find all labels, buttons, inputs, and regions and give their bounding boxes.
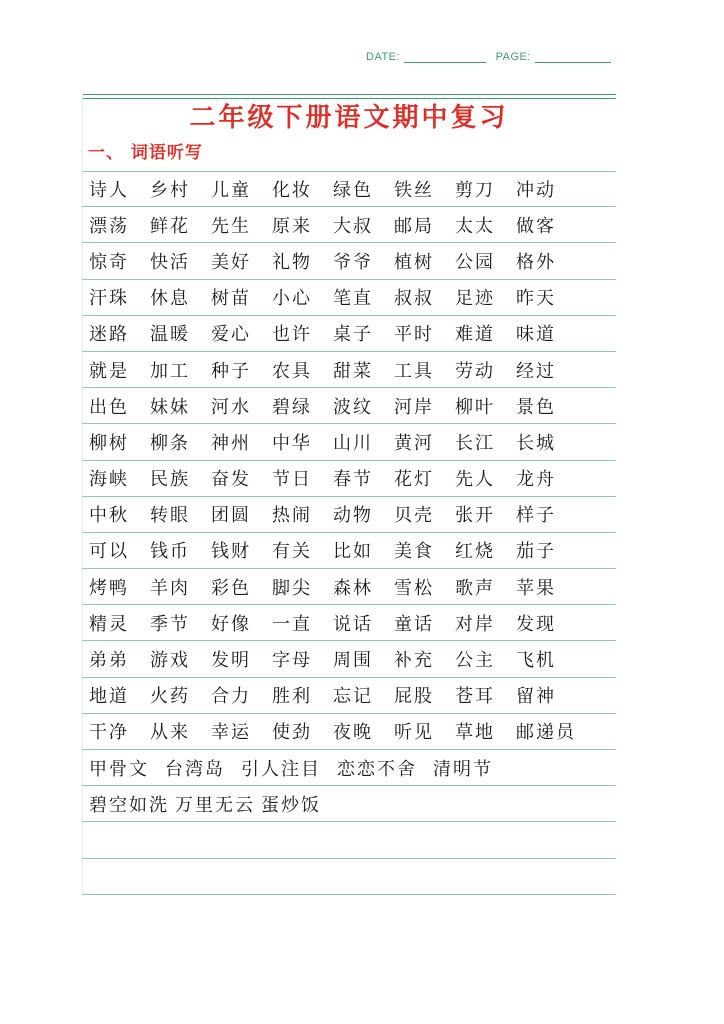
- vocab-word: 蛋炒饭: [261, 794, 321, 816]
- vocab-word: 万里无云: [175, 794, 255, 816]
- blank-row: [82, 859, 616, 895]
- vocab-word: 绿色: [333, 180, 373, 202]
- vocab-word: 留神: [516, 686, 556, 708]
- vocab-word: 植树: [394, 251, 434, 273]
- vocab-word: 羊肉: [150, 577, 190, 599]
- vocab-word: 彩色: [211, 577, 251, 599]
- vocab-word: 精灵: [89, 613, 129, 635]
- vocab-word: 夜晚: [333, 722, 373, 744]
- vocab-word: 乡村: [150, 180, 190, 202]
- vocab-word: 花灯: [394, 469, 434, 491]
- vocab-word: 钱币: [150, 541, 190, 563]
- vocab-word: 幸运: [211, 722, 251, 744]
- date-label: DATE:: [366, 51, 401, 63]
- vocab-word: 苍耳: [455, 686, 495, 708]
- vocab-word: 种子: [211, 360, 251, 382]
- vocab-word: 甲骨文: [89, 758, 149, 780]
- vocab-word: 碧空如洗: [89, 794, 169, 816]
- vocab-word: 苹果: [516, 577, 556, 599]
- vocab-word: 碧绿: [272, 396, 312, 418]
- vocab-word: 清明节: [433, 758, 493, 780]
- vocab-word: 听见: [394, 722, 434, 744]
- word-row: [82, 750, 616, 786]
- word-row: [82, 171, 616, 207]
- word-row: [82, 605, 616, 641]
- vocab-word: 河水: [211, 396, 251, 418]
- word-row: [82, 424, 616, 460]
- vocab-word: 海峡: [89, 469, 129, 491]
- vocab-word: 一直: [272, 613, 312, 635]
- vocab-word: 好像: [211, 613, 251, 635]
- vocab-word: 胜利: [272, 686, 312, 708]
- vocab-word: 足迹: [455, 288, 495, 310]
- word-row: [82, 569, 616, 605]
- vocab-word: 地道: [89, 686, 129, 708]
- vocab-word: 劳动: [455, 360, 495, 382]
- vocab-word: 笔直: [333, 288, 373, 310]
- vocab-word: 昨天: [516, 288, 556, 310]
- vocab-word: 剪刀: [455, 180, 495, 202]
- vocab-word: 长城: [516, 432, 556, 454]
- vocab-word: 叔叔: [394, 288, 434, 310]
- vocab-word: 农具: [272, 360, 312, 382]
- vocab-word: 比如: [333, 541, 373, 563]
- vocab-word: 龙舟: [516, 469, 556, 491]
- vocab-word: 对岸: [455, 613, 495, 635]
- vocab-word: 干净: [89, 722, 129, 744]
- vocab-word: 歌声: [455, 577, 495, 599]
- vocab-word: 邮递员: [516, 722, 576, 744]
- vocab-word: 森林: [333, 577, 373, 599]
- vocab-word: 节日: [272, 469, 312, 491]
- vocab-word: 休息: [150, 288, 190, 310]
- vocab-word: 平时: [394, 324, 434, 346]
- vocab-word: 先生: [211, 215, 251, 237]
- vocab-word: 邮局: [394, 215, 434, 237]
- vocab-word: 漂荡: [89, 215, 129, 237]
- word-row: [82, 714, 616, 750]
- vocab-word: 味道: [516, 324, 556, 346]
- vocab-word: 也许: [272, 324, 312, 346]
- word-rows: [82, 171, 616, 895]
- vocab-word: 黄河: [394, 432, 434, 454]
- vocab-word: 游戏: [150, 650, 190, 672]
- vocab-word: 贝壳: [394, 505, 434, 527]
- vocab-word: 样子: [516, 505, 556, 527]
- vocab-word: 难道: [455, 324, 495, 346]
- vocab-word: 妹妹: [150, 396, 190, 418]
- vocab-word: 周围: [333, 650, 373, 672]
- vocab-word: 季节: [150, 613, 190, 635]
- word-row: [82, 316, 616, 352]
- vocab-word: 民族: [150, 469, 190, 491]
- page-title: 二年级下册语文期中复习: [189, 103, 509, 133]
- vocab-word: 甜菜: [333, 360, 373, 382]
- top-rule: [82, 94, 616, 95]
- vocab-word: 发明: [211, 650, 251, 672]
- vocab-word: 中秋: [89, 505, 129, 527]
- vocab-word: 说话: [333, 613, 373, 635]
- vocab-word: 补充: [394, 650, 434, 672]
- vocab-word: 小心: [272, 288, 312, 310]
- word-row: [82, 388, 616, 424]
- vocab-word: 柳树: [89, 432, 129, 454]
- vocab-word: 爷爷: [333, 251, 373, 273]
- blank-row: [82, 822, 616, 858]
- vocab-word: 春节: [333, 469, 373, 491]
- vocab-word: 动物: [333, 505, 373, 527]
- vocab-word: 神州: [211, 432, 251, 454]
- vocab-word: 河岸: [394, 396, 434, 418]
- vocab-word: 公主: [455, 650, 495, 672]
- vocab-word: 长江: [455, 432, 495, 454]
- vocab-word: 鲜花: [150, 215, 190, 237]
- vocab-word: 屁股: [394, 686, 434, 708]
- vocab-word: 太太: [455, 215, 495, 237]
- vocab-word: 温暖: [150, 324, 190, 346]
- vocab-word: 引人注目: [241, 758, 321, 780]
- vocab-word: 景色: [516, 396, 556, 418]
- vocab-word: 中华: [272, 432, 312, 454]
- vocab-word: 迷路: [89, 324, 129, 346]
- vocab-word: 红烧: [455, 541, 495, 563]
- vocab-word: 茄子: [516, 541, 556, 563]
- vocab-word: 大叔: [333, 215, 373, 237]
- word-row: [82, 461, 616, 497]
- vocab-word: 转眼: [150, 505, 190, 527]
- vocab-word: 烤鸭: [89, 577, 129, 599]
- vocab-word: 从来: [150, 722, 190, 744]
- vocab-word: 合力: [211, 686, 251, 708]
- vocab-word: 字母: [272, 650, 312, 672]
- vocab-word: 雪松: [394, 577, 434, 599]
- vocab-word: 发现: [516, 613, 556, 635]
- vocab-word: 化妆: [272, 180, 312, 202]
- vocab-word: 恋恋不舍: [337, 758, 417, 780]
- vocab-word: 热闹: [272, 505, 312, 527]
- word-row: [82, 533, 616, 569]
- vocab-word: 火药: [150, 686, 190, 708]
- vocab-word: 美好: [211, 251, 251, 273]
- vocab-word: 儿童: [211, 180, 251, 202]
- vocab-word: 加工: [150, 360, 190, 382]
- vocab-word: 原来: [272, 215, 312, 237]
- vocab-word: 桌子: [333, 324, 373, 346]
- word-row: [82, 280, 616, 316]
- vocab-word: 汗珠: [89, 288, 129, 310]
- vocab-word: 使劲: [272, 722, 312, 744]
- word-row: [82, 786, 616, 822]
- vocab-word: 惊奇: [89, 251, 129, 273]
- word-row: [82, 497, 616, 533]
- word-row: [82, 641, 616, 677]
- vocab-word: 童话: [394, 613, 434, 635]
- vocab-word: 冲动: [516, 180, 556, 202]
- vocab-word: 波纹: [333, 396, 373, 418]
- vocab-word: 铁丝: [394, 180, 434, 202]
- vocab-word: 弟弟: [89, 650, 129, 672]
- vocab-word: 山川: [333, 432, 373, 454]
- vocab-word: 飞机: [516, 650, 556, 672]
- vocab-word: 团圆: [211, 505, 251, 527]
- vocab-word: 忘记: [333, 686, 373, 708]
- vocab-word: 柳条: [150, 432, 190, 454]
- vocab-word: 奋发: [211, 469, 251, 491]
- word-row: [82, 678, 616, 714]
- vocab-word: 可以: [89, 541, 129, 563]
- section-heading: 一、 词语听写: [88, 143, 203, 163]
- date-blank: [404, 50, 486, 63]
- word-row: [82, 207, 616, 243]
- vocab-word: 有关: [272, 541, 312, 563]
- vocab-word: 脚尖: [272, 577, 312, 599]
- page-blank: [535, 50, 611, 63]
- vocab-word: 经过: [516, 360, 556, 382]
- vocab-word: 礼物: [272, 251, 312, 273]
- vocab-word: 草地: [455, 722, 495, 744]
- vocab-word: 出色: [89, 396, 129, 418]
- worksheet: [82, 94, 616, 894]
- vocab-word: 格外: [516, 251, 556, 273]
- vocab-word: 美食: [394, 541, 434, 563]
- vocab-word: 台湾岛: [165, 758, 225, 780]
- vocab-word: 树苗: [211, 288, 251, 310]
- word-row: [82, 352, 616, 388]
- vocab-word: 做客: [516, 215, 556, 237]
- vocab-word: 张开: [455, 505, 495, 527]
- vocab-word: 工具: [394, 360, 434, 382]
- vocab-word: 诗人: [89, 180, 129, 202]
- vocab-word: 柳叶: [455, 396, 495, 418]
- vocab-word: 就是: [89, 360, 129, 382]
- vocab-word: 钱财: [211, 541, 251, 563]
- word-row: [82, 243, 616, 279]
- page-label: PAGE:: [495, 51, 531, 63]
- header-meta: [366, 50, 611, 63]
- vocab-word: 先人: [455, 469, 495, 491]
- vocab-word: 爱心: [211, 324, 251, 346]
- vocab-word: 公园: [455, 251, 495, 273]
- vocab-word: 快活: [150, 251, 190, 273]
